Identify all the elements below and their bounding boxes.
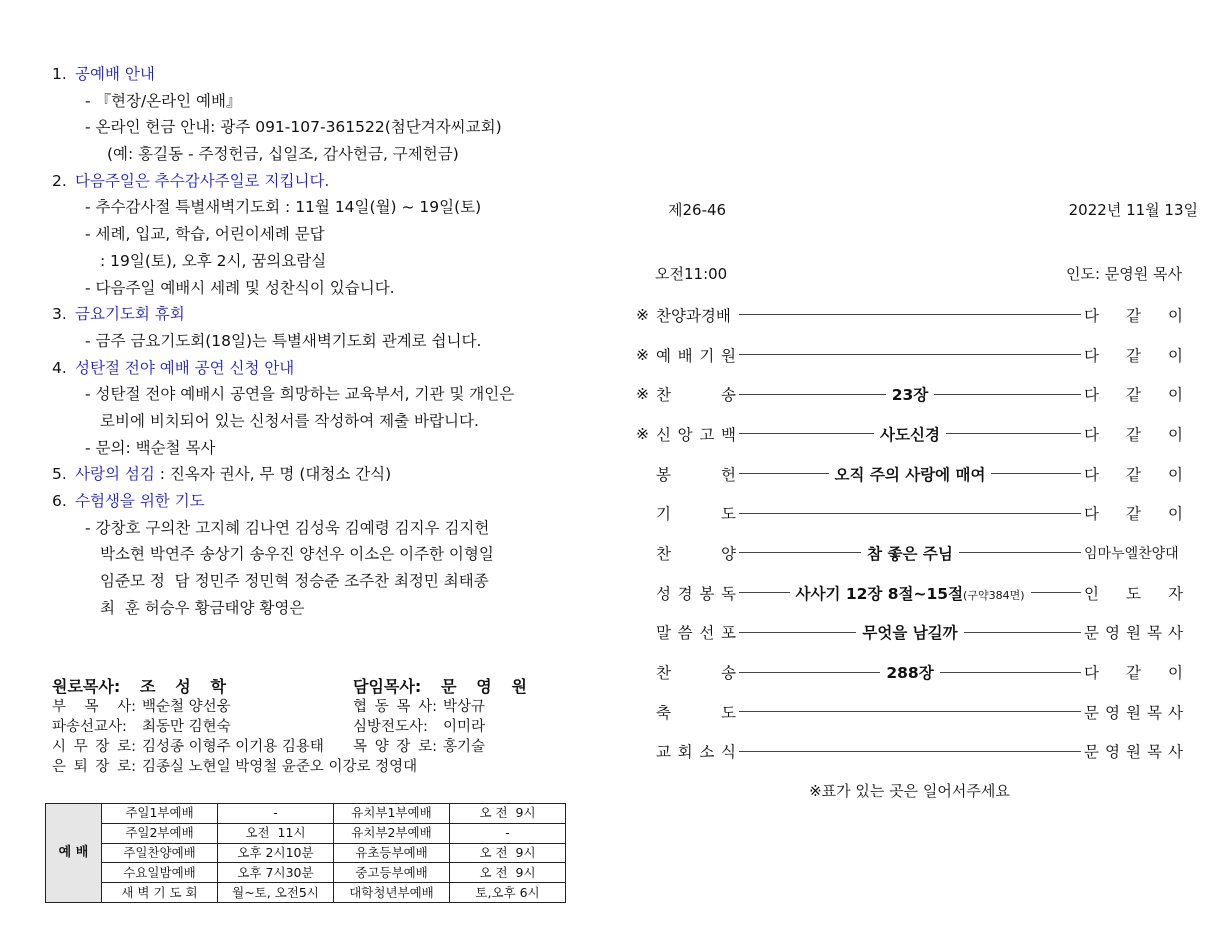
staff-label: 심방전도사: bbox=[353, 719, 428, 735]
order-of-worship bbox=[636, 295, 1183, 771]
order-item-title: 사도신경 bbox=[880, 425, 940, 444]
order-item bbox=[636, 573, 1183, 613]
table-cell: 월~토, 오전5시 bbox=[218, 883, 334, 903]
order-item-label: 찬 송 bbox=[656, 386, 736, 405]
staff-row bbox=[52, 737, 612, 757]
order-item bbox=[636, 414, 1183, 454]
standing-mark: ※ bbox=[636, 385, 649, 404]
staff-row bbox=[52, 717, 612, 737]
leader-line bbox=[739, 552, 861, 553]
order-item bbox=[636, 295, 1183, 335]
table-cell: 새 벽 기 도 회 bbox=[102, 883, 218, 903]
church-notices bbox=[52, 61, 597, 621]
table-row bbox=[46, 883, 566, 903]
order-item-label: 찬양과경배 bbox=[656, 306, 731, 325]
staff-value: 최동만 김현숙 bbox=[142, 719, 231, 735]
staff-cooperating-pastor bbox=[353, 697, 485, 717]
order-item-title: 무엇을 남길까 bbox=[862, 624, 958, 643]
order-item bbox=[636, 374, 1183, 414]
bulletin-date: 2022년 11월 13일 bbox=[1068, 201, 1198, 219]
staff-value: 이미라 bbox=[443, 719, 486, 735]
staff-label: 시 무 장 로: bbox=[52, 739, 136, 755]
table-cell: - bbox=[450, 823, 566, 843]
staff-label: 부 목 사: bbox=[52, 699, 136, 715]
staff-value: 김성종 이형주 이기용 김용태 bbox=[142, 739, 324, 755]
staff-label: 파송선교사: bbox=[52, 719, 127, 735]
table-cell: 유치부1부예배 bbox=[334, 804, 450, 824]
leader-line bbox=[940, 672, 1081, 673]
order-item-label: 찬 양 bbox=[656, 544, 736, 563]
notice-4-heading bbox=[52, 355, 597, 382]
order-item-label: 기 도 bbox=[656, 505, 736, 524]
scripture-reference: 사사기 12장 8절~15절 bbox=[795, 584, 964, 603]
leader-line bbox=[739, 672, 880, 673]
notice-number: 2. bbox=[52, 171, 67, 190]
notice-number: 3. bbox=[52, 305, 67, 324]
order-item-label: 예 배 기 원 bbox=[656, 346, 736, 365]
staff-missionaries bbox=[52, 717, 231, 737]
order-item-performer: 다 같 이 bbox=[1084, 425, 1183, 444]
table-cell: 수요일밤예배 bbox=[102, 863, 218, 883]
order-item-performer: 인 도 자 bbox=[1084, 584, 1184, 603]
notice-1-heading bbox=[52, 61, 597, 88]
notice-title: 공예배 안내 bbox=[75, 65, 155, 83]
order-item-label: 봉 헌 bbox=[656, 465, 736, 484]
worship-schedule-table bbox=[45, 803, 566, 903]
notice-3-heading bbox=[52, 301, 597, 328]
order-item-label: 성 경 봉 독 bbox=[656, 584, 736, 603]
order-item-performer: 다 같 이 bbox=[1084, 465, 1184, 484]
leader-line bbox=[959, 552, 1081, 553]
order-item-title: 23장 bbox=[891, 386, 929, 405]
table-cell: 토,오후 6시 bbox=[450, 883, 566, 903]
staff-value: 김종실 노현일 박영철 윤준오 이강로 정영대 bbox=[142, 759, 418, 775]
staff-label: 담임목사: bbox=[353, 677, 422, 696]
order-item bbox=[636, 732, 1183, 772]
table-cell: 유초등부예배 bbox=[334, 843, 450, 863]
staff-value: 백순철 양선웅 bbox=[142, 699, 231, 715]
table-cell: - bbox=[218, 804, 334, 824]
staff-shepherd-elder bbox=[353, 737, 485, 757]
church-staff bbox=[52, 677, 612, 777]
table-cell: 오전 11시 bbox=[218, 823, 334, 843]
leader-line bbox=[739, 314, 1081, 315]
service-time: 오전11:00 bbox=[655, 265, 728, 283]
leader-line bbox=[739, 354, 1081, 355]
notice-2-line-2: - 세례, 입교, 학습, 어린이세례 문답 bbox=[85, 225, 325, 244]
table-row bbox=[46, 823, 566, 843]
notice-number: 1. bbox=[52, 65, 67, 83]
notice-1-line-2: - 온라인 헌금 안내: 광주 091-107-361522(첨단겨자씨교회) bbox=[85, 118, 502, 137]
notice-number: 5. bbox=[52, 465, 67, 484]
table-cell: 오 전 9시 bbox=[450, 843, 566, 863]
table-cell: 대학청년부예배 bbox=[334, 883, 450, 903]
notice-4-line-3: - 문의: 백순철 목사 bbox=[85, 438, 216, 457]
table-row bbox=[46, 843, 566, 863]
staff-value: 홍기술 bbox=[443, 739, 486, 755]
table-cell: 주일1부예배 bbox=[102, 804, 218, 824]
table-row bbox=[46, 804, 566, 824]
order-item-performer: 다 같 이 bbox=[1084, 306, 1183, 325]
order-item-performer: 다 같 이 bbox=[1084, 346, 1183, 365]
staff-label: 목 양 장 로: bbox=[353, 739, 437, 755]
notice-5-heading bbox=[52, 461, 597, 488]
order-item-performer: 다 같 이 bbox=[1084, 664, 1184, 683]
notice-2-line-4: - 다음주일 예배시 세례 및 성찬식이 있습니다. bbox=[85, 278, 395, 297]
staff-label: 원로목사: bbox=[52, 677, 121, 696]
notice-2-heading bbox=[52, 168, 597, 195]
staff-associate-pastors bbox=[52, 697, 231, 717]
standing-mark: ※ bbox=[636, 305, 649, 324]
order-item-performer: 임마누엘찬양대 bbox=[1084, 545, 1179, 562]
staff-retired-elders bbox=[52, 757, 417, 777]
notice-1-line-3: (예: 홍길동 - 주정헌금, 십일조, 감사헌금, 구제헌금) bbox=[107, 145, 459, 164]
table-cell: 주일찬양예배 bbox=[102, 843, 218, 863]
table-cell: 주일2부예배 bbox=[102, 823, 218, 843]
leader-line bbox=[739, 433, 874, 434]
staff-label: 협 동 목 사: bbox=[353, 699, 437, 715]
order-item-label: 말 씀 선 포 bbox=[656, 624, 736, 643]
staff-row-pastors bbox=[52, 677, 612, 697]
order-item bbox=[636, 613, 1183, 653]
standing-mark: ※ bbox=[636, 345, 649, 364]
notice-title: 성탄절 전야 예배 공연 신청 안내 bbox=[75, 358, 295, 377]
order-item-performer: 문 영 원 목 사 bbox=[1084, 703, 1183, 722]
table-cell: 오 전 9시 bbox=[450, 863, 566, 883]
notice-6-heading bbox=[52, 488, 597, 515]
table-cell: 오 전 9시 bbox=[450, 804, 566, 824]
notice-6-line-4: 최 훈 허승우 황금태양 황영은 bbox=[100, 598, 305, 617]
service-leader: 인도: 문영원 목사 bbox=[1065, 265, 1182, 283]
staff-value: 문 영 원 bbox=[441, 677, 527, 696]
staff-emeritus-pastor bbox=[52, 677, 226, 697]
table-cell: 중고등부예배 bbox=[334, 863, 450, 883]
notice-6-line-2: 박소현 박연주 송상기 송우진 양선우 이소은 이주한 이형일 bbox=[100, 545, 494, 564]
leader-line bbox=[739, 711, 1081, 712]
order-item-title: 288장 bbox=[886, 664, 934, 683]
leader-line bbox=[964, 632, 1081, 633]
order-item-label: 축 도 bbox=[656, 703, 736, 722]
staff-value: 박상규 bbox=[443, 699, 486, 715]
notice-5-detail: : 진옥자 권사, 무 명 (대청소 간식) bbox=[154, 465, 392, 484]
staff-visiting-evangelist bbox=[353, 717, 485, 737]
order-item-performer: 문 영 원 목 사 bbox=[1084, 624, 1183, 643]
order-item bbox=[636, 454, 1183, 494]
notice-number: 4. bbox=[52, 358, 67, 377]
notice-2-line-3: : 19일(토), 오후 2시, 꿈의요람실 bbox=[100, 251, 327, 270]
order-item bbox=[636, 692, 1183, 732]
leader-line bbox=[991, 473, 1081, 474]
order-item bbox=[636, 493, 1183, 533]
notice-4-line-2: 로비에 비치되어 있는 신청서를 작성하여 제출 바랍니다. bbox=[100, 411, 479, 430]
leader-line bbox=[739, 592, 790, 593]
order-item-label: 찬 송 bbox=[656, 664, 736, 683]
scripture-page-note: (구약384면) bbox=[963, 588, 1025, 602]
standing-footnote: ※표가 있는 곳은 일어서주세요 bbox=[809, 782, 1010, 800]
order-item-performer: 문 영 원 목 사 bbox=[1084, 743, 1183, 762]
notice-1-line-1: - 『현장/온라인 예배』 bbox=[85, 91, 242, 110]
order-item bbox=[636, 335, 1183, 375]
leader-line bbox=[739, 632, 856, 633]
leader-line bbox=[1031, 592, 1082, 593]
notice-6-line-1: - 강창호 구의찬 고지혜 김나연 김성욱 김예령 김지우 김지헌 bbox=[85, 518, 490, 537]
staff-row bbox=[52, 757, 612, 777]
table-cell: 오후 2시10분 bbox=[218, 843, 334, 863]
staff-senior-pastor bbox=[353, 677, 527, 697]
notice-2-line-1: - 추수감사절 특별새벽기도회 : 11월 14일(월) ~ 19일(토) bbox=[85, 198, 482, 217]
staff-label: 은 퇴 장 로: bbox=[52, 759, 136, 775]
notice-3-line-1: - 금주 금요기도회(18일)는 특별새벽기도회 관계로 쉽니다. bbox=[85, 331, 482, 350]
notice-number: 6. bbox=[52, 492, 67, 510]
staff-row bbox=[52, 697, 612, 717]
leader-line bbox=[739, 473, 829, 474]
table-cell: 오후 7시30분 bbox=[218, 863, 334, 883]
table-row bbox=[46, 863, 566, 883]
leader-line bbox=[934, 394, 1081, 395]
staff-serving-elders bbox=[52, 737, 324, 757]
notice-title: 수험생을 위한 기도 bbox=[75, 492, 205, 510]
leader-line bbox=[739, 394, 886, 395]
order-item bbox=[636, 652, 1183, 692]
leader-line bbox=[739, 751, 1081, 752]
table-cell: 유치부2부예배 bbox=[334, 823, 450, 843]
order-item-title: 오직 주의 사랑에 매여 bbox=[834, 465, 986, 484]
order-item-performer: 다 같 이 bbox=[1084, 505, 1183, 524]
bulletin-issue-number: 제26-46 bbox=[668, 201, 727, 219]
schedule-group-label: 예 배 bbox=[46, 804, 102, 903]
order-item-label: 신 앙 고 백 bbox=[656, 425, 736, 444]
order-item-performer: 다 같 이 bbox=[1084, 386, 1184, 405]
leader-line bbox=[946, 433, 1081, 434]
order-item-label: 교 회 소 식 bbox=[656, 743, 736, 762]
notice-title: 다음주일은 추수감사주일로 지킵니다. bbox=[75, 171, 330, 190]
notice-title: 사랑의 섬김 bbox=[75, 465, 155, 484]
order-item-title: 참 좋은 주님 bbox=[867, 544, 953, 563]
notice-6-line-3: 임준모 정 담 정민주 정민혁 정승준 조주찬 최정민 최태종 bbox=[100, 572, 489, 591]
staff-value: 조 성 학 bbox=[140, 677, 226, 696]
standing-mark: ※ bbox=[636, 424, 649, 443]
order-item bbox=[636, 533, 1183, 573]
order-item-title bbox=[793, 582, 1028, 604]
notice-title: 금요기도회 휴회 bbox=[75, 305, 185, 324]
leader-line bbox=[739, 513, 1081, 514]
notice-4-line-1: - 성탄절 전야 예배시 공연을 희망하는 교육부서, 기관 및 개인은 bbox=[85, 385, 515, 404]
